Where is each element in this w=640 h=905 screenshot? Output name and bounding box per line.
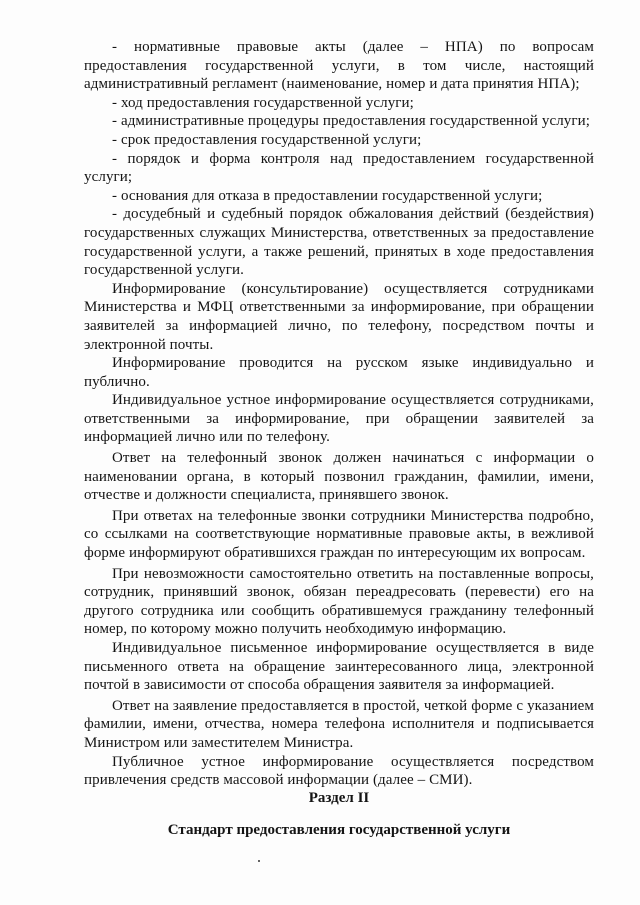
paragraph-phone-details: При ответах на телефонные звонки сотрудники Министерства подробно, со ссылками на соответствующие нормативные правовые акты, в вежливой форме информируют обратившихся граждан по интересующим их вопросам. — [84, 507, 594, 562]
paragraph-term: - срок предоставления государственной услуги; — [112, 131, 422, 148]
scan-speck — [258, 860, 260, 862]
section-title: Раздел II — [308, 790, 370, 806]
paragraph-procedures: - административные процедуры предоставления государственной услуги; — [112, 113, 591, 130]
paragraph-control: - порядок и форма контроля над предоставлением государственной услуги; — [84, 150, 594, 186]
paragraph-public: Публичное устное информирование осуществляется посредством привлечения средств массовой информации (далее – СМИ). — [84, 753, 594, 789]
paragraph-reply: Ответ на заявление предоставляется в простой, четкой форме с указанием фамилии, имени, отчества, номера телефона исполнителя и подписывается Министром или заместителем Министра. — [84, 697, 594, 751]
document-body — [84, 38, 594, 790]
paragraph-npa: - нормативные правовые акты (далее – НПА) по вопросам предоставления государственной услуги, в том числе, настоящий административный регламент (наименование, номер и дата принятия НПА); — [84, 39, 594, 93]
section-subtitle: Стандарт предоставления государственной услуги — [167, 822, 511, 838]
paragraph-redirect: При невозможности самостоятельно ответить на поставленные вопросы, сотрудник, принявший звонок, обязан переадресовать (перевести) его на другого сотрудника или сообщить обратившемуся гражданину телефонный номер, по которому можно получить необходимую информацию. — [84, 565, 594, 638]
paragraph-refusal: - основания для отказа в предоставлении государственной услуги; — [112, 187, 543, 204]
paragraph-progress: - ход предоставления государственной услуги; — [112, 94, 414, 111]
paragraph-oral-individual: Индивидуальное устное информирование осуществляется сотрудниками, ответственными за информирование, при обращении заявителей за информацией лично или по телефону. — [84, 392, 594, 446]
paragraph-appeal: - досудебный и судебный порядок обжалования действий (бездействия) государственных служащих Министерства, ответственных за предоставление государственной услуги, а также решений, принятых в ходе предоставления государственной услуги. — [84, 206, 594, 279]
paragraph-informing: Информирование (консультирование) осуществляется сотрудниками Министерства и МФЦ ответственными за информирование, при обращении заявителей за информацией лично, по телефону, посредством почты и электронной почты. — [84, 280, 594, 353]
paragraph-phone-answer: Ответ на телефонный звонок должен начинаться с информации о наименовании органа, в который позвонил гражданин, фамилии, имени, отчестве и должности специалиста, принявшего звонок. — [84, 450, 594, 504]
paragraph-language: Информирование проводится на русском языке индивидуально и публично. — [84, 355, 594, 390]
paragraph-written: Индивидуальное письменное информирование осуществляется в виде письменного ответа на обращение заинтересованного лица, электронной почтой в зависимости от способа обращения заявителя за информацией. — [84, 640, 594, 694]
